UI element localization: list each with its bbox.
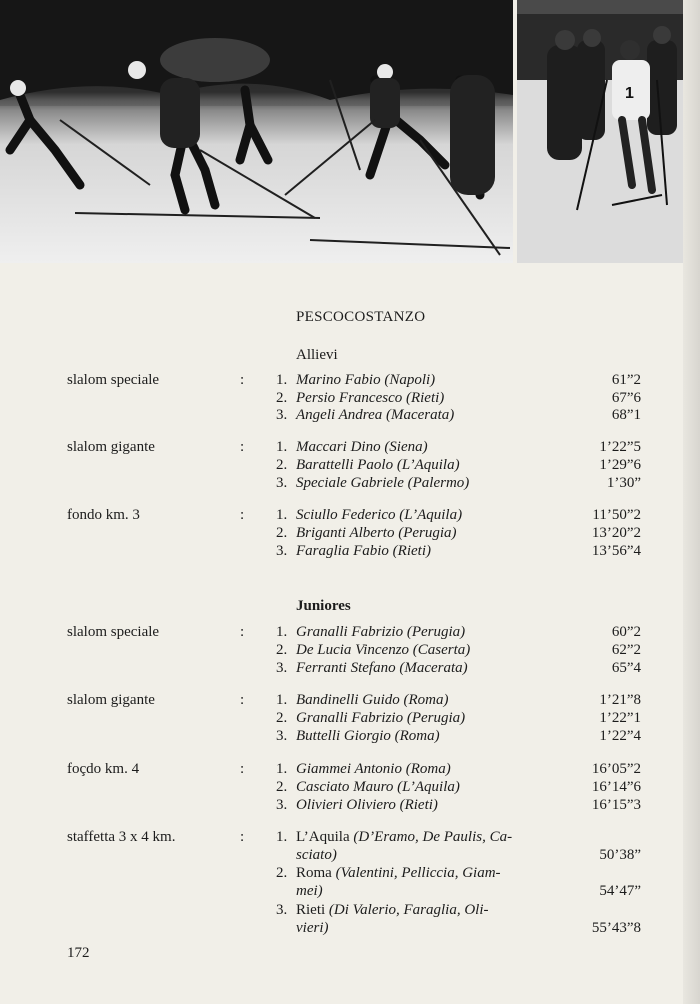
result-entry [276,779,460,796]
result-entry [276,475,469,492]
rank: 2. [276,710,288,726]
rank: 3. [276,902,288,918]
result-time: 1’22”5 [599,439,641,455]
result-time: 13’20”2 [591,525,641,541]
rank: 2. [276,457,288,473]
result-time: 61”2 [611,372,641,388]
event-label: slalom gigante [67,439,155,455]
event-label: slalom speciale [67,624,160,640]
relay-members-continued: mei) [296,883,323,899]
result-entry [276,624,465,641]
competitor: Giammei Antonio (Roma) [296,761,451,777]
svg-text:1: 1 [625,85,634,102]
result-entry [276,710,465,727]
rank: 3. [276,660,288,676]
rank: 3. [276,728,288,744]
rank: 1. [276,624,288,640]
result-time: 13’56”4 [591,543,641,559]
competitor: Casciato Mauro (L’Aquila) [296,779,460,795]
competitor: Barattelli Paolo (L’Aquila) [296,457,460,473]
result-entry [276,660,468,677]
rank: 1. [276,829,288,845]
competitor: Bandinelli Guido (Roma) [296,692,449,708]
event-colon: : [240,507,245,523]
relay-entry [276,829,512,846]
result-time: 65”4 [611,660,641,676]
event-label: fondo km. 3 [67,507,140,523]
relay-members: (Di Valerio, Faraglia, Oli- [328,902,489,918]
rank: 1. [276,507,288,523]
relay-members: (Valentini, Pelliccia, Giam- [335,865,501,881]
competitor: De Lucia Vincenzo (Caserta) [296,642,471,658]
competitor: Granalli Fabrizio (Perugia) [296,624,466,640]
result-entry [276,390,444,407]
result-time: 11’50”2 [592,507,641,523]
event-colon: : [240,439,245,455]
competitor: Marino Fabio (Napoli) [296,372,436,388]
category-heading-allievi: Allievi [296,347,338,363]
competitor: Persio Francesco (Rieti) [296,390,445,406]
result-entry [276,692,448,709]
event-label: slalom gigante [67,692,155,708]
result-entry [276,439,428,456]
rank: 1. [276,439,288,455]
page-title: PESCOCOSTANZO [296,309,426,325]
result-time: 67”6 [611,390,641,406]
relay-team: Rieti [296,902,326,918]
rank: 2. [276,865,288,881]
photo-cross-country-skiers [0,0,513,263]
result-time: 1’21”8 [599,692,641,708]
result-entry [276,457,460,474]
rank: 3. [276,543,288,559]
result-entry [276,543,431,560]
category-heading-juniores: Juniores [296,598,351,614]
event-colon: : [240,829,245,845]
result-time: 62”2 [611,642,641,658]
result-entry [276,761,451,778]
result-time: 1’30” [606,475,641,491]
event-colon: : [240,624,245,640]
rank: 1. [276,692,288,708]
page-number: 172 [67,945,90,961]
relay-entry [276,865,501,882]
competitor: Angeli Andrea (Macerata) [296,407,455,423]
result-time: 1’22”1 [599,710,641,726]
page-edge [683,0,700,1004]
rank: 2. [276,779,288,795]
result-time: 50’38” [599,847,641,863]
competitor: Briganti Alberto (Perugia) [296,525,457,541]
competitor: Ferranti Stefano (Macerata) [296,660,468,676]
result-entry [276,372,435,389]
competitor: Buttelli Giorgio (Roma) [296,728,440,744]
rank: 2. [276,642,288,658]
relay-members-continued: sciato) [296,847,337,863]
result-entry [276,407,454,424]
event-label: foçdo km. 4 [67,761,140,777]
relay-members: (D’Eramo, De Paulis, Ca- [353,829,513,845]
result-time: 68”1 [611,407,641,423]
photo-strip [0,0,700,265]
result-entry [276,525,457,542]
result-entry [276,728,440,745]
competitor: Speciale Gabriele (Palermo) [296,475,470,491]
rank: 3. [276,475,288,491]
rank: 3. [276,407,288,423]
relay-team: Roma [296,865,332,881]
rank: 1. [276,761,288,777]
rank: 1. [276,372,288,388]
result-time: 16’14”6 [591,779,641,795]
rank: 2. [276,390,288,406]
result-time: 16’05”2 [591,761,641,777]
result-time: 60”2 [611,624,641,640]
competitor: Sciullo Federico (L’Aquila) [296,507,463,523]
competitor: Maccari Dino (Siena) [296,439,428,455]
result-entry [276,642,470,659]
event-colon: : [240,372,245,388]
event-colon: : [240,692,245,708]
competitor: Faraglia Fabio (Rieti) [296,543,431,559]
result-entry [276,797,438,814]
result-time: 55’43”8 [591,920,641,936]
result-entry [276,507,462,524]
photo-skier-finish [517,0,683,263]
competitor: Olivieri Oliviero (Rieti) [296,797,438,813]
event-label: slalom speciale [67,372,160,388]
relay-team: L’Aquila [296,829,350,845]
relay-members-continued: vieri) [296,920,329,936]
result-time: 1’22”4 [599,728,641,744]
result-time: 1’29”6 [599,457,641,473]
event-label: staffetta 3 x 4 km. [67,829,176,845]
event-colon: : [240,761,245,777]
result-time: 16’15”3 [591,797,641,813]
rank: 3. [276,797,288,813]
competitor: Granalli Fabrizio (Perugia) [296,710,466,726]
relay-entry [276,902,489,919]
rank: 2. [276,525,288,541]
result-time: 54’47” [599,883,641,899]
